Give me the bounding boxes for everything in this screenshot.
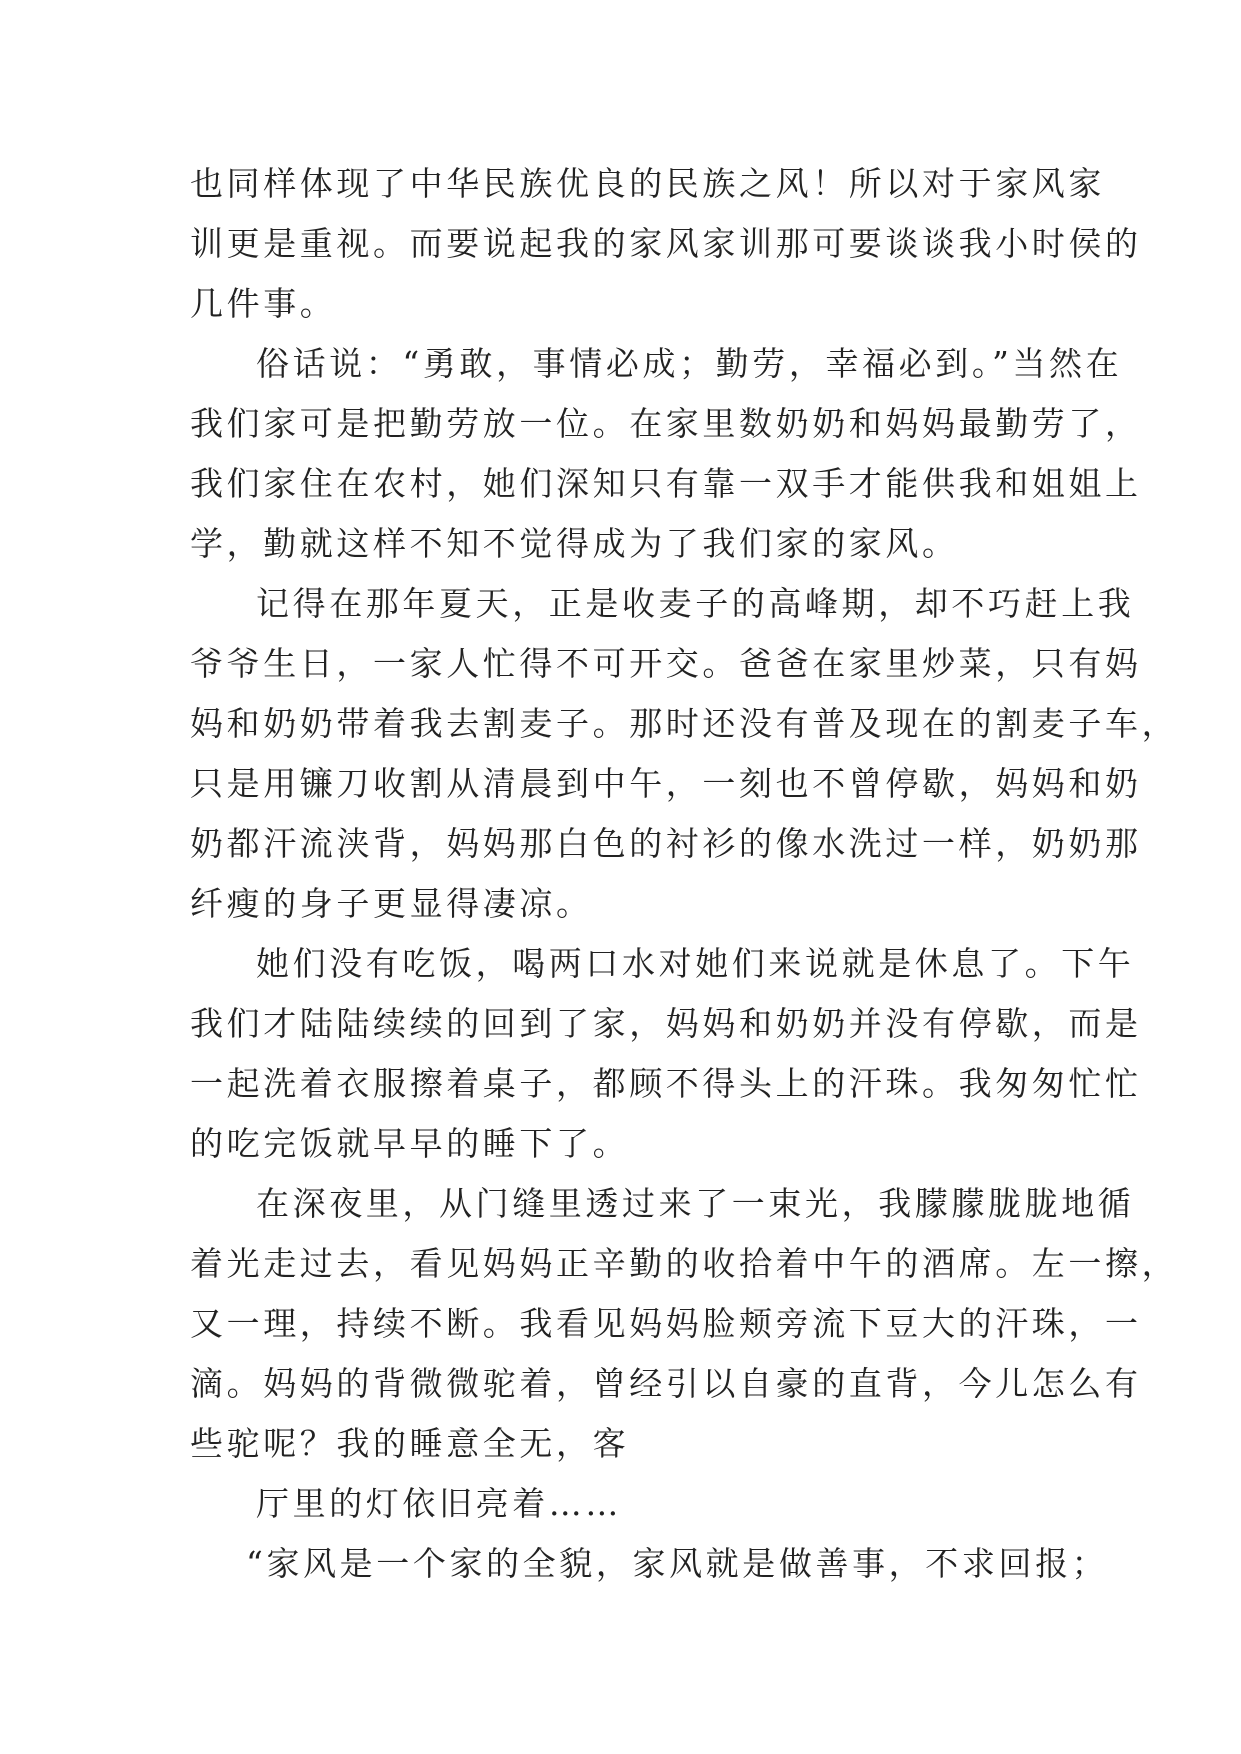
text-line: 着光走过去，看见妈妈正辛勤的收拾着中午的酒席。左一擦， xyxy=(190,1244,1179,1283)
text-line: 记得在那年夏天，正是收麦子的高峰期，却不巧赶上我 xyxy=(256,584,1135,623)
text-line: 又一理，持续不断。我看见妈妈脸颊旁流下豆大的汗珠，一 xyxy=(190,1304,1142,1343)
text-line: 俗话说：“勇敢，事情必成；勤劳，幸福必到。”当然在 xyxy=(256,344,1123,383)
text-line: 学，勤就这样不知不觉得成为了我们家的家风。 xyxy=(190,524,959,563)
text-line: 她们没有吃饭，喝两口水对她们来说就是休息了。下午 xyxy=(256,944,1135,983)
text-line: 几件事。 xyxy=(190,284,337,323)
text-line: 我们家住在农村，她们深知只有靠一双手才能供我和姐姐上 xyxy=(190,464,1142,503)
text-line: 纤瘦的身子更显得凄凉。 xyxy=(190,884,593,923)
text-line: 的吃完饭就早早的睡下了。 xyxy=(190,1124,630,1163)
text-line: 在深夜里，从门缝里透过来了一束光，我朦朦胧胧地循 xyxy=(256,1184,1135,1223)
text-line: 滴。妈妈的背微微驼着，曾经引以自豪的直背，今儿怎么有 xyxy=(190,1364,1142,1403)
text-line: “家风是一个家的全貌，家风就是做善事，不求回报； xyxy=(246,1544,1109,1583)
text-line: 也同样体现了中华民族优良的民族之风！所以对于家风家 xyxy=(190,164,1105,203)
text-line: 只是用镰刀收割从清晨到中午，一刻也不曾停歇，妈妈和奶 xyxy=(190,764,1142,803)
text-line: 爷爷生日，一家人忙得不可开交。爸爸在家里炒菜，只有妈 xyxy=(190,644,1142,683)
text-line: 我们才陆陆续续的回到了家，妈妈和奶奶并没有停歇，而是 xyxy=(190,1004,1142,1043)
text-line: 奶都汗流浃背，妈妈那白色的衬衫的像水洗过一样，奶奶那 xyxy=(190,824,1142,863)
text-line: 妈和奶奶带着我去割麦子。那时还没有普及现在的割麦子车， xyxy=(190,704,1179,743)
text-line: 训更是重视。而要说起我的家风家训那可要谈谈我小时侯的 xyxy=(190,224,1142,263)
text-line: 一起洗着衣服擦着桌子，都顾不得头上的汗珠。我匆匆忙忙 xyxy=(190,1064,1142,1103)
text-line: 厅里的灯依旧亮着…… xyxy=(256,1484,622,1523)
text-line: 我们家可是把勤劳放一位。在家里数奶奶和妈妈最勤劳了， xyxy=(190,404,1142,443)
text-line: 些驼呢？我的睡意全无，客 xyxy=(190,1424,630,1463)
